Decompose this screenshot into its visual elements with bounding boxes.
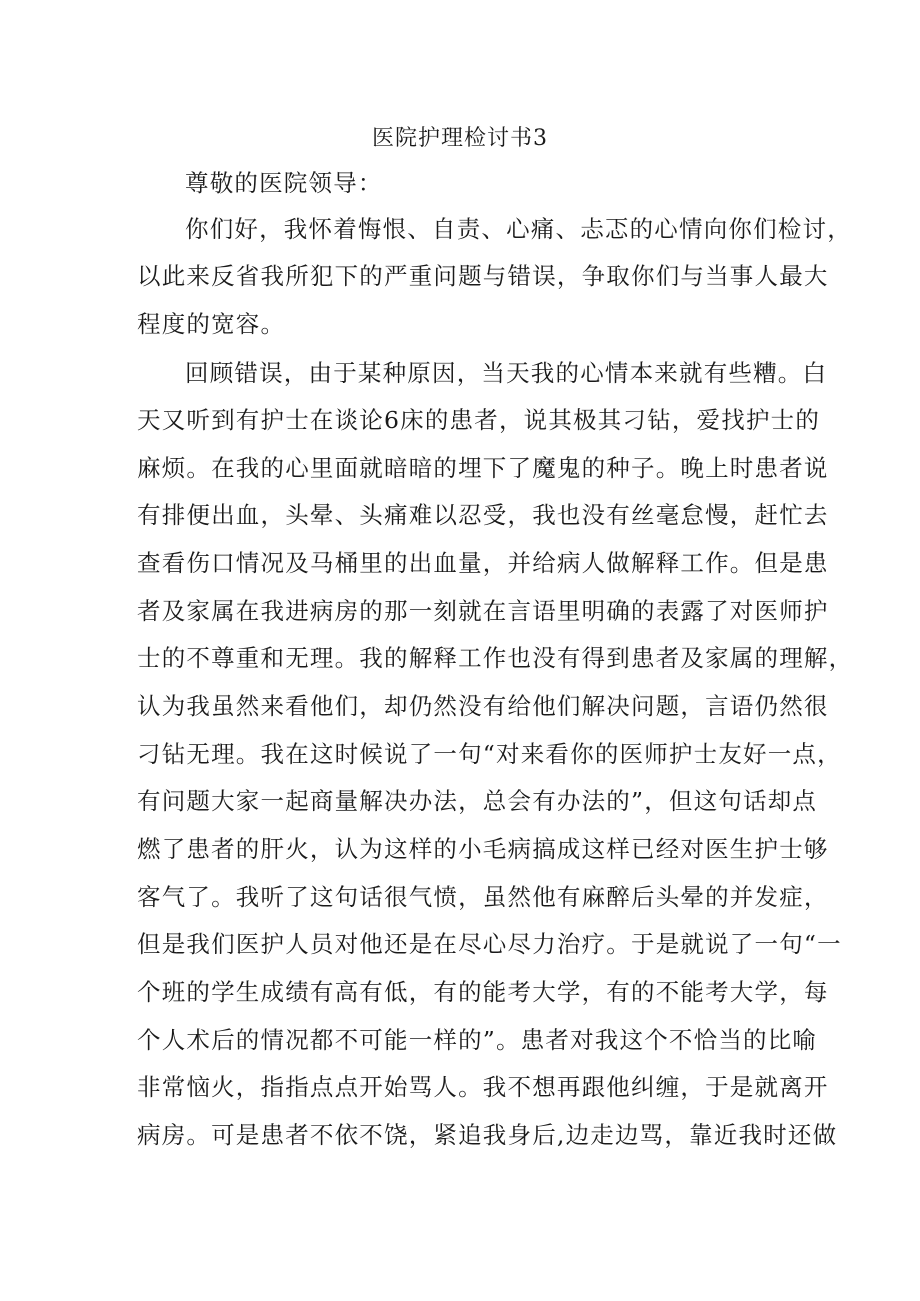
paragraph-line: 病房。可是患者不依不饶，紧追我身后,边走边骂，靠近我时还做 [137,1121,838,1149]
paragraph-line: 有排便出血，头晕、头痛难以忍受，我也没有丝毫怠慢，赶忙去 [137,501,829,529]
paragraph-line: 个人术后的情况都不可能一样的”。患者对我这个不恰当的比喻 [137,1026,818,1054]
paragraph-line: 天又听到有护士在谈论6床的患者，说其极其刁钻，爱找护士的 [137,406,821,434]
paragraph-line: 客气了。我听了这句话很气愤，虽然他有麻醉后头晕的并发症， [137,883,829,911]
paragraph-line: 燃了患者的肝火，认为这样的小毛病搞成这样已经对医生护士够 [137,835,829,863]
paragraph-line: 认为我虽然来看他们，却仍然没有给他们解决问题，言语仍然很 [137,692,829,720]
paragraph-line: 以此来反省我所犯下的严重问题与错误，争取你们与当事人最大 [137,262,829,290]
paragraph-line: 有问题大家一起商量解决办法，总会有办法的”，但这句话却点 [137,787,818,815]
document-title: 医院护理检讨书3 [372,126,548,151]
paragraph-line: 非常恼火，指指点点开始骂人。我不想再跟他纠缠，于是就离开 [137,1073,829,1101]
paragraph-line: 士的不尊重和无理。我的解释工作也没有得到患者及家属的理解， [137,644,854,672]
paragraph-line: 查看伤口情况及马桶里的出血量，并给病人做解释工作。但是患 [137,549,829,577]
paragraph-line: 你们好，我怀着悔恨、自责、心痛、忐忑的心情向你们检讨， [185,215,852,243]
paragraph-line: 者及家属在我进病房的那一刻就在言语里明确的表露了对医师护 [137,597,829,625]
paragraph-line: 回顾错误，由于某种原因，当天我的心情本来就有些糟。白 [185,359,828,387]
paragraph-line: 麻烦。在我的心里面就暗暗的埋下了魔鬼的种子。晚上时患者说 [137,454,829,482]
paragraph-line: 但是我们医护人员对他还是在尽心尽力治疗。于是就说了一句“一 [137,930,842,958]
paragraph-line: 程度的宽容。 [137,310,286,338]
salutation: 尊敬的医院领导： [185,169,383,197]
paragraph-line: 刁钻无理。我在这时候说了一句“对来看你的医师护士友好一点， [137,740,842,768]
paragraph-line: 个班的学生成绩有高有低，有的能考大学，有的不能考大学，每 [137,978,829,1006]
